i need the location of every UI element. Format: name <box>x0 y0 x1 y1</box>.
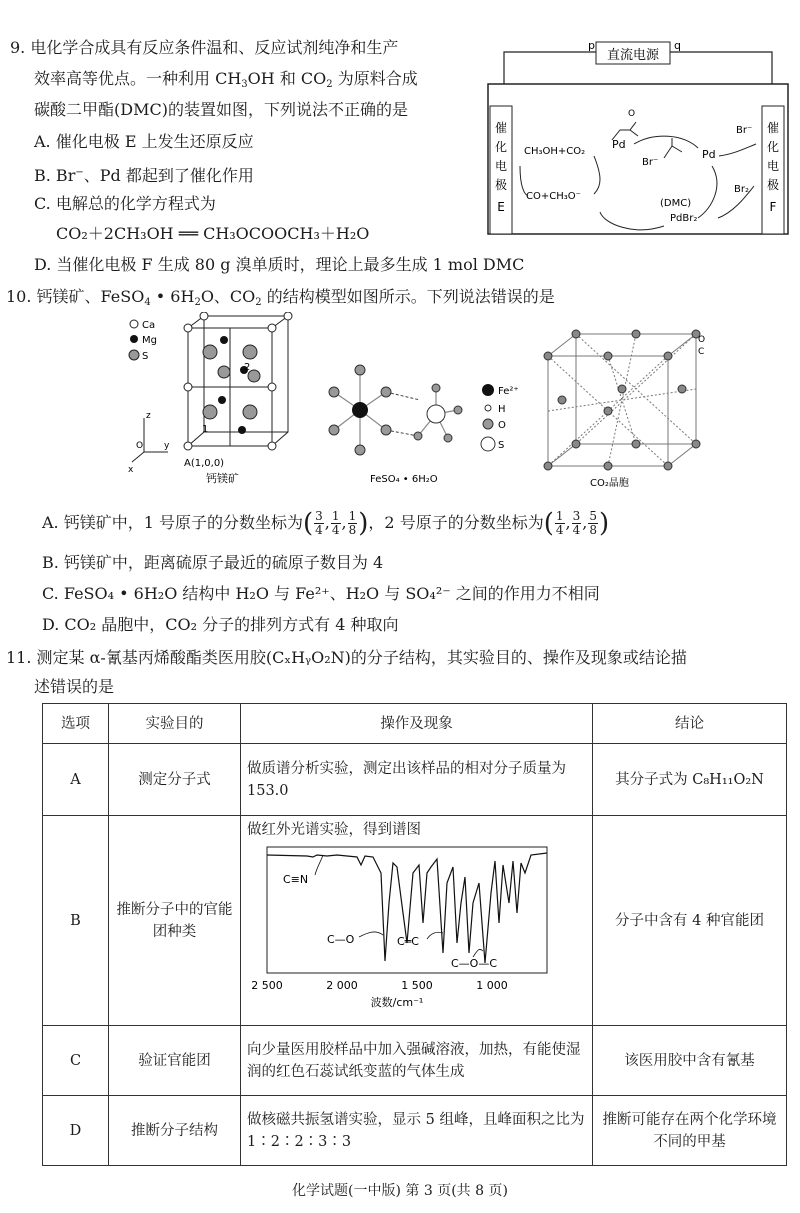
svg-text:直流电源: 直流电源 <box>606 48 660 63</box>
svg-text:E: E <box>497 200 505 214</box>
svg-text:Ca: Ca <box>142 320 156 331</box>
header-option: 选项 <box>43 704 109 744</box>
q11-stem-line2: 述错误的是 <box>34 677 115 696</box>
header-purpose: 实验目的 <box>109 704 241 744</box>
q10-fig-feso4 <box>320 340 535 490</box>
svg-text:极: 极 <box>766 178 780 192</box>
svg-text:催: 催 <box>766 121 780 135</box>
table-header-row <box>43 704 787 744</box>
page-footer: 化学试题(一中版) 第 3 页(共 8 页) <box>292 1183 508 1199</box>
q9-option-d: D. 当催化电极 F 生成 80 g 溴单质时，理论上最多生成 1 mol DMC <box>34 255 525 274</box>
q10-stem: 10. 钙镁矿、FeSO$_4$ • $6H_2O$、$CO_2$ 的结构模型如图所示。下列说法错误的是 <box>6 287 555 308</box>
q10-option-a: A. 钙镁矿中，1 号原子的分数坐标为( $\frac{3}{4}$ , $\frac{1}{4}$ , $\frac{1}{8}$ )，2 号原子的分数坐标为( $\frac{1}{4}$ , $\frac{3}{4}$ , $\frac{5}{8}$ ) <box>42 508 610 539</box>
svg-text:PdBr₂: PdBr₂ <box>670 213 698 224</box>
svg-text:C═C: C═C <box>397 935 419 948</box>
q10-option-b: B. 钙镁矿中，距离硫原子最近的硫原子数目为 4 <box>42 553 384 572</box>
row-operation: 做核磁共振氢谱实验，显示 5 组峰，且峰面积之比为 1∶2∶2∶3∶3 <box>241 1096 593 1166</box>
ir-intro-text: 做红外光谱实验，得到谱图 <box>247 822 421 838</box>
svg-text:Pd: Pd <box>702 148 716 161</box>
svg-text:Br₂: Br₂ <box>734 184 749 195</box>
svg-text:C: C <box>698 347 705 357</box>
svg-text:F: F <box>769 200 777 214</box>
q9-option-c: C. 电解总的化学方程式为 <box>34 194 216 213</box>
svg-text:化: 化 <box>494 140 508 154</box>
svg-text:CH₃OH+CO₂: CH₃OH+CO₂ <box>524 146 586 157</box>
row-conclusion: 该医用胶中含有氰基 <box>593 1026 787 1096</box>
row-option: D <box>43 1096 109 1166</box>
svg-text:S: S <box>142 351 149 362</box>
svg-text:CO₂晶胞: CO₂晶胞 <box>590 478 629 489</box>
row-operation: 做质谱分析实验，测定出该样品的相对分子质量为 153.0 <box>241 744 593 816</box>
svg-text:Pd: Pd <box>612 138 626 151</box>
q9-stem-line3: 碳酸二甲酯(DMC)的装置如图，下列说法不正确的是 <box>34 100 408 119</box>
svg-text:A(1,0,0): A(1,0,0) <box>184 458 225 469</box>
q10-option-c: C. FeSO₄ • 6H₂O 结构中 H₂O 与 Fe²⁺、H₂O 与 SO₄²⁻ 之间的作用力不相同 <box>42 584 600 603</box>
svg-text:y: y <box>164 441 170 451</box>
svg-text:Br⁻: Br⁻ <box>642 157 659 168</box>
q9-stem-line2: 效率高等优点。一种利用 $CH_3OH$ 和 $CO_2$ 为原料合成 <box>34 69 418 90</box>
svg-text:1: 1 <box>202 424 209 435</box>
row-operation <box>241 816 593 1026</box>
svg-text:O: O <box>698 335 706 345</box>
svg-text:电: 电 <box>494 159 508 173</box>
svg-text:z: z <box>146 411 151 421</box>
table-row <box>43 816 787 1026</box>
table-row <box>43 1096 787 1166</box>
svg-text:(DMC): (DMC) <box>660 198 692 209</box>
header-conclusion: 结论 <box>593 704 787 744</box>
svg-text:C—O: C—O <box>327 933 355 946</box>
svg-text:催: 催 <box>494 121 508 135</box>
q11-stem-line1: 11. 测定某 α-氰基丙烯酸酯类医用胶(CₓHᵧO₂N)的分子结构，其实验目的、操作及现象或结论描 <box>6 648 687 667</box>
svg-text:波数/cm⁻¹: 波数/cm⁻¹ <box>370 996 424 1009</box>
svg-text:O: O <box>628 109 636 119</box>
q9-option-a: A. 催化电极 E 上发生还原反应 <box>34 132 254 151</box>
q9-stem-line1: 9. 电化学合成具有反应条件温和、反应试剂纯净和生产 <box>10 38 399 57</box>
svg-text:O: O <box>498 420 506 431</box>
q11-table <box>42 703 787 1166</box>
svg-text:钙镁矿: 钙镁矿 <box>206 472 239 485</box>
svg-text:电: 电 <box>766 159 780 173</box>
q10-fig-co2-crystal <box>538 328 718 490</box>
svg-text:H: H <box>498 404 506 415</box>
svg-text:Br⁻: Br⁻ <box>736 125 753 136</box>
svg-text:2 500: 2 500 <box>251 979 283 992</box>
row-option: A <box>43 744 109 816</box>
svg-text:1 500: 1 500 <box>401 979 433 992</box>
q9-electrochem-diagram <box>484 36 792 236</box>
row-purpose: 测定分子式 <box>109 744 241 816</box>
svg-text:Fe²⁺: Fe²⁺ <box>498 386 519 397</box>
ir-spectrum <box>247 843 577 1015</box>
row-purpose: 推断分子中的官能团种类 <box>109 816 241 1026</box>
row-purpose: 推断分子结构 <box>109 1096 241 1166</box>
svg-text:2: 2 <box>244 362 251 373</box>
q9-equation: CO₂＋2CH₃OH ══ CH₃OCOOCH₃＋H₂O <box>56 224 370 243</box>
q9-option-b: B. Br−、Pd 都起到了催化作用 <box>34 166 254 185</box>
row-conclusion: 推断可能存在两个化学环境不同的甲基 <box>593 1096 787 1166</box>
svg-text:C≡N: C≡N <box>283 873 309 886</box>
svg-text:1 000: 1 000 <box>476 979 508 992</box>
table-row <box>43 1026 787 1096</box>
q10-option-d: D. CO₂ 晶胞中，CO₂ 分子的排列方式有 4 种取向 <box>42 615 399 634</box>
row-option: C <box>43 1026 109 1096</box>
svg-text:x: x <box>128 465 134 475</box>
svg-text:p: p <box>588 39 595 52</box>
q10-fig-dolomite <box>124 312 294 487</box>
table-row <box>43 744 787 816</box>
svg-text:极: 极 <box>494 178 508 192</box>
svg-text:化: 化 <box>766 140 780 154</box>
header-operation: 操作及现象 <box>241 704 593 744</box>
row-conclusion: 其分子式为 C₈H₁₁O₂N <box>593 744 787 816</box>
svg-text:C—O—C: C—O—C <box>451 957 498 970</box>
svg-text:O: O <box>136 441 144 451</box>
row-purpose: 验证官能团 <box>109 1026 241 1096</box>
svg-text:Mg: Mg <box>142 335 157 346</box>
svg-text:q: q <box>674 39 681 52</box>
row-conclusion: 分子中含有 4 种官能团 <box>593 816 787 1026</box>
svg-text:2 000: 2 000 <box>326 979 358 992</box>
row-operation: 向少量医用胶样品中加入强碱溶液，加热，有能使湿润的红色石蕊试纸变蓝的气体生成 <box>241 1026 593 1096</box>
svg-text:FeSO₄ • 6H₂O: FeSO₄ • 6H₂O <box>370 474 438 485</box>
svg-text:S: S <box>498 440 505 451</box>
row-option: B <box>43 816 109 1026</box>
svg-text:CO+CH₃O⁻: CO+CH₃O⁻ <box>526 191 581 202</box>
